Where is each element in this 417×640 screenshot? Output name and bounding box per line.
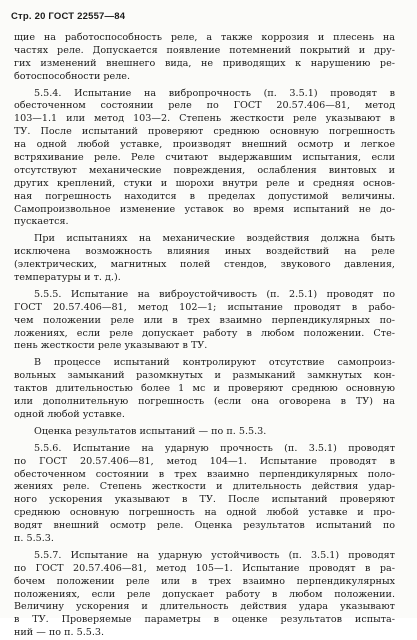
text-line: одной любой уставке.: [14, 408, 125, 420]
text-line: по ГОСТ 20.57.406—81, метод 105—1. Испытание проводят в ра-: [14, 562, 395, 574]
text-line: по ГОСТ 20.57.406—81, метод 104—1. Испытание проводят в: [14, 455, 395, 467]
text-line: В процессе испытаний контролируют отсутствие самопроиз-: [34, 357, 395, 369]
text-line: или дополнительную погрешность (если она оговорена в ТУ) на: [14, 396, 395, 408]
text-line: ТУ. После испытаний проверяют среднюю основную погрешность: [14, 126, 395, 138]
text-line: положениях, если реле допускает работу в любом положении.: [14, 588, 395, 600]
text-line: щие на работоспособность реле, а также коррозия и плесень на: [14, 32, 395, 43]
text-line: тактов длительностью более 1 мс и проверяют среднюю основную: [14, 383, 395, 395]
text-line: Самопроизвольное изменение уставок во время испытаний не до-: [14, 203, 395, 215]
text-line: встряхивание реле. Реле считают выдержавшим испытания, если: [14, 152, 395, 164]
text-line: отсутствуют механические повреждения, ослабления винтовых и: [14, 164, 395, 176]
paragraph-5-5-4: [14, 88, 395, 230]
text-line: ного ускорения указывают в ТУ. После испытаний проверяют: [14, 494, 395, 506]
text-line: пень жесткости реле указывают в ТУ.: [14, 340, 208, 352]
text-line: водят внешний осмотр реле. Оценка результатов испытаний по: [14, 520, 395, 532]
text-line: чем положении реле или в трех взаимно перпендикулярных по-: [14, 314, 395, 326]
text-line: ложениях, если реле допускает работу в любом положении. Сте-: [14, 327, 395, 339]
paragraph-5-5-7: [14, 550, 395, 640]
text-line: ная погрешность находится в пределах допустимой величины.: [14, 190, 395, 202]
text-line: 5.5.6. Испытание на ударную прочность (п. 3.5.1) проводят: [34, 442, 395, 454]
document-body: [14, 32, 395, 640]
text-line: Оценка результатов испытаний — по п. 5.5.3.: [34, 425, 267, 437]
text-line: в ТУ. Проверяемые параметры в оценке результатов испыта-: [14, 614, 395, 626]
text-line: При испытаниях на механические воздействия должна быть: [34, 233, 395, 245]
text-line: обесточенном состоянии реле по ГОСТ 20.57.406—81, метод: [14, 100, 395, 112]
paragraph-mechanical-note: [14, 233, 395, 285]
text-line: 5.5.5. Испытание на виброустойчивость (п. 2.5.1) проводят по: [34, 288, 395, 300]
paragraph-control: [14, 357, 395, 421]
text-line: 5.5.4. Испытание на вибропрочность (п. 3.5.1) проводят в: [34, 87, 395, 99]
text-line: других креплений, стуки и шорохи внутри реле и средняя основ-: [14, 177, 395, 189]
page-header: Стр. 20 ГОСТ 22557—84: [11, 11, 126, 22]
paragraph-evaluation: [14, 426, 395, 439]
text-line: 103—1.1 или метод 103—2. Степень жесткости реле указывают в: [14, 113, 395, 125]
text-line: (электрических, магнитных полей стендов, звукового давления,: [14, 259, 395, 271]
text-line: температуры и т. д.).: [14, 272, 121, 284]
text-line: частях реле. Допускается появление потемнений покрытий и дру-: [14, 44, 395, 56]
text-line: вольных замыканий разомкнутых и размыканий замкнутых кон-: [14, 370, 395, 382]
text-line: гих изменений внешнего вида, не приводящих к нарушению ре-: [14, 57, 395, 69]
text-line: Величину ускорения и длительность действия удара указывают: [14, 601, 395, 613]
text-line: п. 5.5.3.: [14, 532, 54, 544]
paragraph-5-5-5: [14, 289, 395, 353]
text-line: 5.5.7. Испытание на ударную устойчивость (п. 3.5.1) проводят: [34, 549, 395, 561]
text-line: ботоспособности реле.: [14, 70, 131, 82]
text-line: пускается.: [14, 216, 69, 228]
text-line: на одной любой уставке, производят внешний осмотр и легкое: [14, 139, 395, 151]
text-line: бочем положении реле или в трех взаимно перпендикулярных: [14, 575, 395, 587]
text-line: среднюю основную погрешность на одной любой уставке и про-: [14, 507, 395, 519]
text-line: жениях реле. Степень жесткости и длительность действия удар-: [14, 481, 395, 493]
text-line: ний — по п. 5.5.3.: [14, 627, 105, 639]
text-line: ГОСТ 20.57.406—81, метод 102—1; испытание проводят в рабо-: [14, 301, 395, 313]
paragraph-5-5-6: [14, 443, 395, 546]
text-line: исключена возможность влияния иных воздействий на реле: [14, 246, 395, 258]
text-line: обесточенном состоянии в трех взаимно перпендикулярных поло-: [14, 468, 395, 480]
paragraph-continuation: [14, 32, 395, 84]
